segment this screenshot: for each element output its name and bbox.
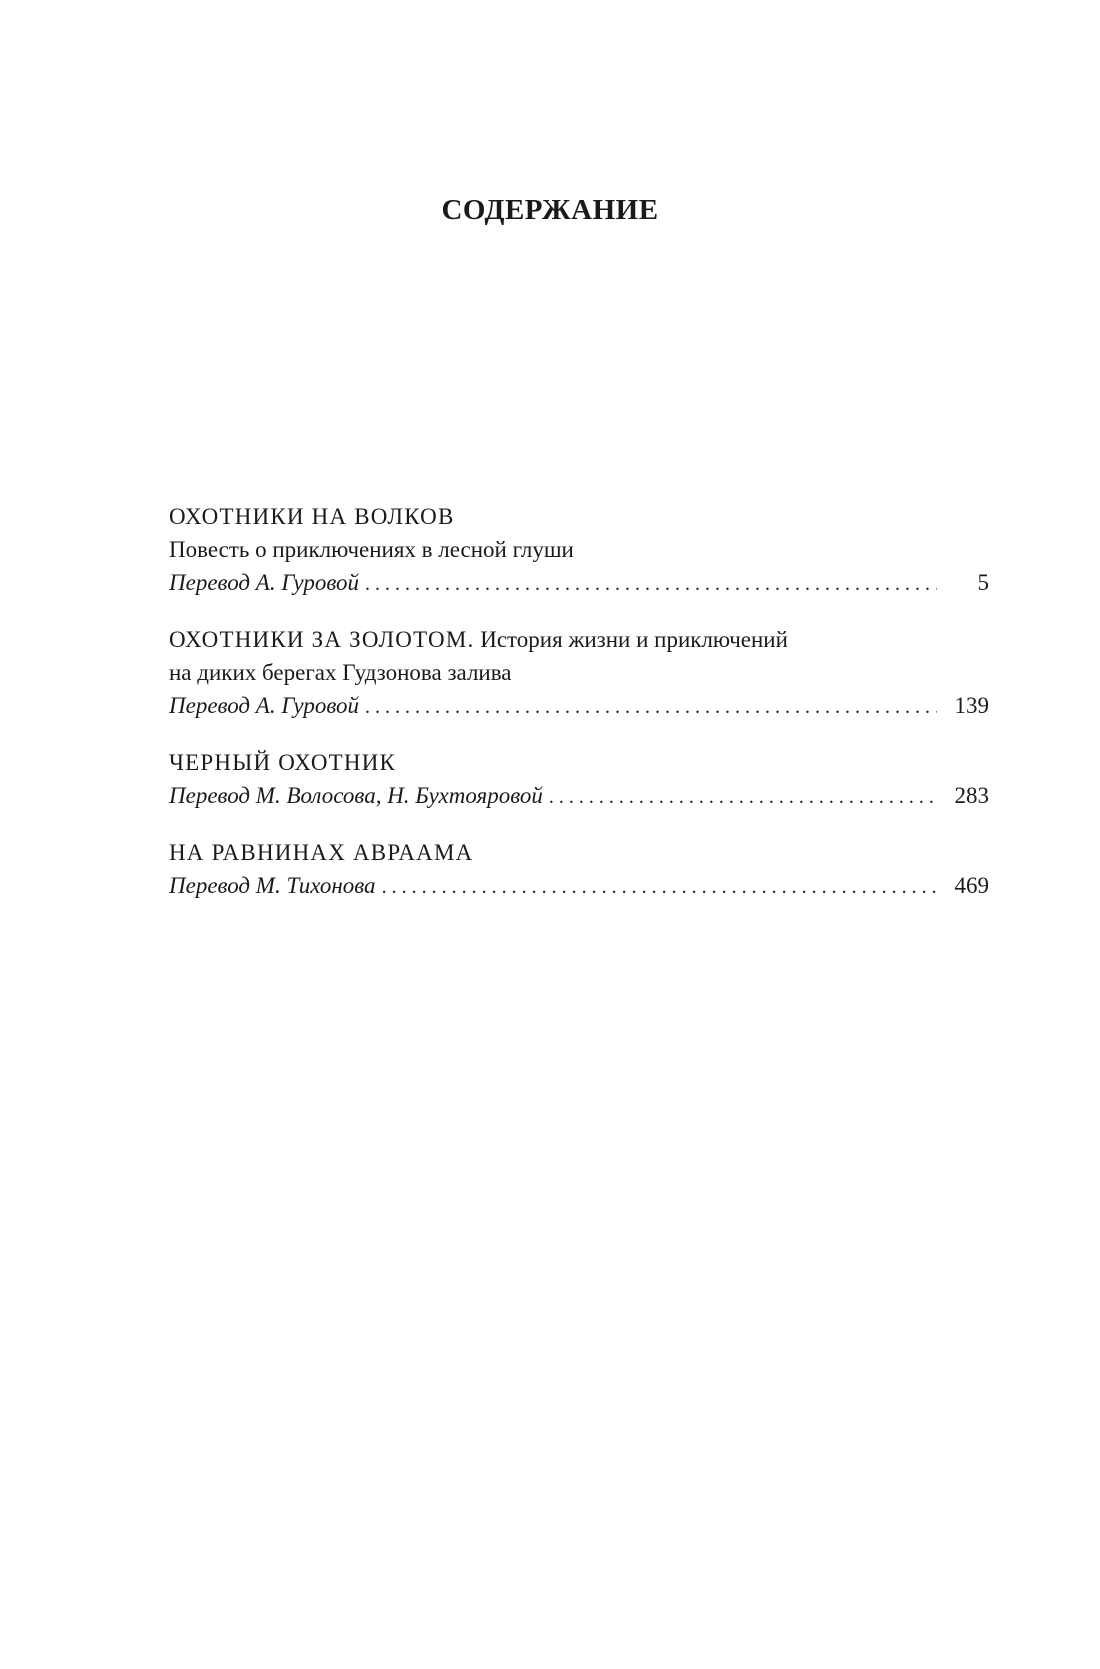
dot-leader bbox=[549, 781, 937, 814]
entry-title-text: ЧЕРНЫЙ ОХОТНИК bbox=[169, 750, 397, 775]
entry-subtitle: на диких берегах Гудзонова залива bbox=[169, 660, 512, 685]
entry-translator-line bbox=[169, 869, 989, 904]
page-title: СОДЕРЖАНИЕ bbox=[441, 194, 659, 226]
toc-entry[interactable] bbox=[169, 746, 989, 814]
table-of-contents bbox=[169, 500, 989, 926]
entry-translator-line bbox=[169, 566, 989, 601]
entry-title-text: ОХОТНИКИ ЗА ЗОЛОТОМ. bbox=[169, 627, 475, 652]
entry-translator-line bbox=[169, 779, 989, 814]
entry-page-number: 139 bbox=[954, 693, 989, 718]
entry-title bbox=[169, 746, 989, 779]
toc-entry[interactable] bbox=[169, 623, 989, 724]
entry-title-text: ОХОТНИКИ НА ВОЛКОВ bbox=[169, 504, 455, 529]
entry-translator-line bbox=[169, 689, 989, 724]
toc-entry[interactable] bbox=[169, 836, 989, 904]
toc-entry[interactable] bbox=[169, 500, 989, 601]
entry-title-text: НА РАВНИНАХ АВРААМА bbox=[169, 840, 474, 865]
entry-translator: Перевод А. Гуровой bbox=[169, 693, 360, 718]
entry-translator: Перевод М. Тихонова bbox=[169, 873, 376, 898]
dot-leader bbox=[382, 871, 937, 904]
entry-subtitle: Повесть о приключениях в лесной глуши bbox=[169, 537, 574, 562]
entry-title bbox=[169, 623, 989, 656]
dot-leader bbox=[365, 568, 937, 601]
dot-leader bbox=[365, 691, 937, 724]
entry-translator: Перевод А. Гуровой bbox=[169, 570, 360, 595]
entry-page-number: 283 bbox=[954, 783, 989, 808]
entry-page-number: 469 bbox=[954, 873, 989, 898]
entry-title-rest: История жизни и приключений bbox=[474, 627, 788, 652]
entry-page-number: 5 bbox=[977, 570, 989, 595]
entry-title bbox=[169, 500, 989, 533]
entry-translator: Перевод М. Волосова, Н. Бухтояровой bbox=[169, 783, 543, 808]
entry-title bbox=[169, 836, 989, 869]
